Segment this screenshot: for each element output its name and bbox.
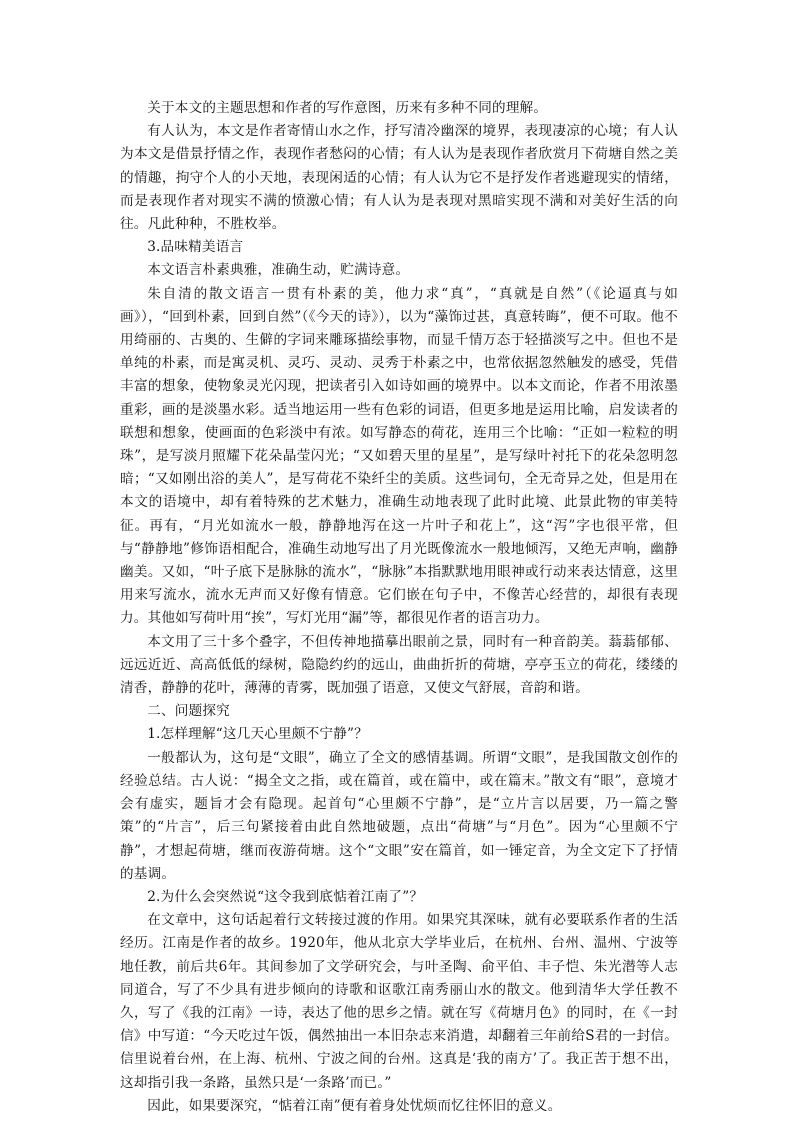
paragraph-conclusion: 因此，如果要深究，“惦着江南”便有着身处忧烦而忆往怀旧的意义。 [147, 1097, 562, 1114]
paragraph-intro: 关于本文的主题思想和作者的写作意图，历来有多种不同的理解。 [147, 100, 548, 116]
question-heading-1: 1.怎样理解“这几天心里颇不宁静”？ [147, 726, 368, 743]
paragraph-language-summary: 本文语言朴素典雅，准确生动，贮满诗意。 [147, 262, 410, 279]
paragraph-views: 有人认为，本文是作者寄情山水之作，抒写清冷幽深的境界，表现凄凉的心境；有人认为本文是借景抒情之作，表现作者愁闷的心情；有人认为是表现作者欣赏月下荷塘自然之美的情趣，拘守个人的小天地，表现闲适的心情；有人认为它不是抒发作者逃避现实的情绪，而是表现作者对现实不满的愤激心情；有人认为是表现对黑暗实现不满和对美好生活的向往。凡此种种，不胜枚举。 [120, 123, 678, 233]
section-heading-questions: 二、问题探究 [147, 703, 230, 720]
section-heading-language: 3.品味精美语言 [147, 239, 244, 256]
paragraph-reduplication: 本文用了三十多个叠字，不但传神地描摹出眼前之景，同时有一种音韵美。蓊蓊郁郁、远远近近、高高低低的绿树，隐隐约约的远山，曲曲折折的荷塘，亭亭玉立的荷花，缕缕的清香，静静的花叶，薄薄的青雾，既加强了语意，又使文气舒展，音韵和谐。 [120, 633, 678, 697]
paragraph-wenyan: 一般都认为，这句是“文眼”，确立了全文的感情基调。所谓“文眼”，是我国散文创作的经验总结。古人说：“揭全文之指，或在篇首，或在篇中，或在篇末。”散文有“眼”，意境才会有虚实，题旨才会有隐现。起首句“心里颇不宁静”，是“立片言以居要，乃一篇之警策”的“片言”，后三句紧接着由此自然地破题，点出“荷塘”与“月色”。因为“心里颇不宁静”，才想起荷塘，继而夜游荷塘。这个“文眼”安在篇首，如一锤定音，为全文定下了抒情的基调。 [120, 749, 678, 882]
paragraph-language-analysis: 朱自清的散文语言一贯有朴素的美，他力求“真”，“真就是自然”（《论逼真与如画》），“回到朴素，回到自然”（《今天的诗》），以为“藻饰过甚，真意转晦”，便不可取。他不用绮丽的、古奥的、生僻的字词来雕琢描绘事物，而显千情万态于轻描淡写之中。但也不是单纯的朴素，而是寓灵机、灵巧、灵动、灵秀于朴素之中，也常依据忽然触发的感受，凭借丰富的想象，使物象灵光闪现，把读者引入如诗如画的境界中。以本文而论，作者不用浓墨重彩，画的是淡墨水彩。适当地运用一些有色彩的词语，但更多地是运用比喻，启发读者的联想和想象，使画面的色彩淡中有浓。如写静态的荷花，连用三个比喻：“正如一粒粒的明珠”，是写淡月照耀下花朵晶莹闪光；“又如碧天里的星星”，是写绿叶衬托下的花朵忽明忽暗；“又如刚出浴的美人”，是写荷花不染纤尘的美质。这些词句，全无奇异之处，但是用在本文的语境中，却有着特殊的艺术魅力，准确生动地表现了此时此境、此景此物的审美特征。再有，“月光如流水一般，静静地泻在这一片叶子和花上”，这“泻”字也很平常，但与“静静地”修饰语相配合，准确生动地写出了月光既像流水一般地倾泻，又绝无声响，幽静幽美。又如，“叶子底下是脉脉的流水”，“脉脉”本指默默地用眼神或行动来表达情意，这里用来写流水，流水无声而又好像有情意。它们嵌在句子中，不像苦心经营的，却很有表现力。其他如写荷叶用“挨”，写灯光用“漏”等，都很见作者的语言功力。 [120, 285, 678, 627]
document-body [120, 97, 678, 1118]
question-heading-2: 2.为什么会突然说“这令我到底惦着江南了”？ [147, 888, 424, 905]
paragraph-jiangnan: 在文章中，这句话起着行文转接过渡的作用。如果究其深味，就有必要联系作者的生活经历。江南是作者的故乡。1920年，他从北京大学毕业后，在杭州、台州、温州、宁波等地任教，前后共6年。其间参加了文学研究会，与叶圣陶、俞平伯、丰子恺、朱光潜等人志同道合，写了不少具有进步倾向的诗歌和讴歌江南秀丽山水的散文。他到清华大学任教不久，写了《我的江南》一诗，表达了他的思乡之情。就在写《荷塘月色》的同时，在《一封信》中写道：“今天吃过午饭，偶然抽出一本旧杂志来消遣，却翻着三年前给S君的一封信。信里说着台州，在上海、杭州、宁波之间的台州。这真是‘我的南方’了。我正苦于想不出，这却指引我一条路，虽然只是‘一条路’而已。” [120, 912, 678, 1091]
